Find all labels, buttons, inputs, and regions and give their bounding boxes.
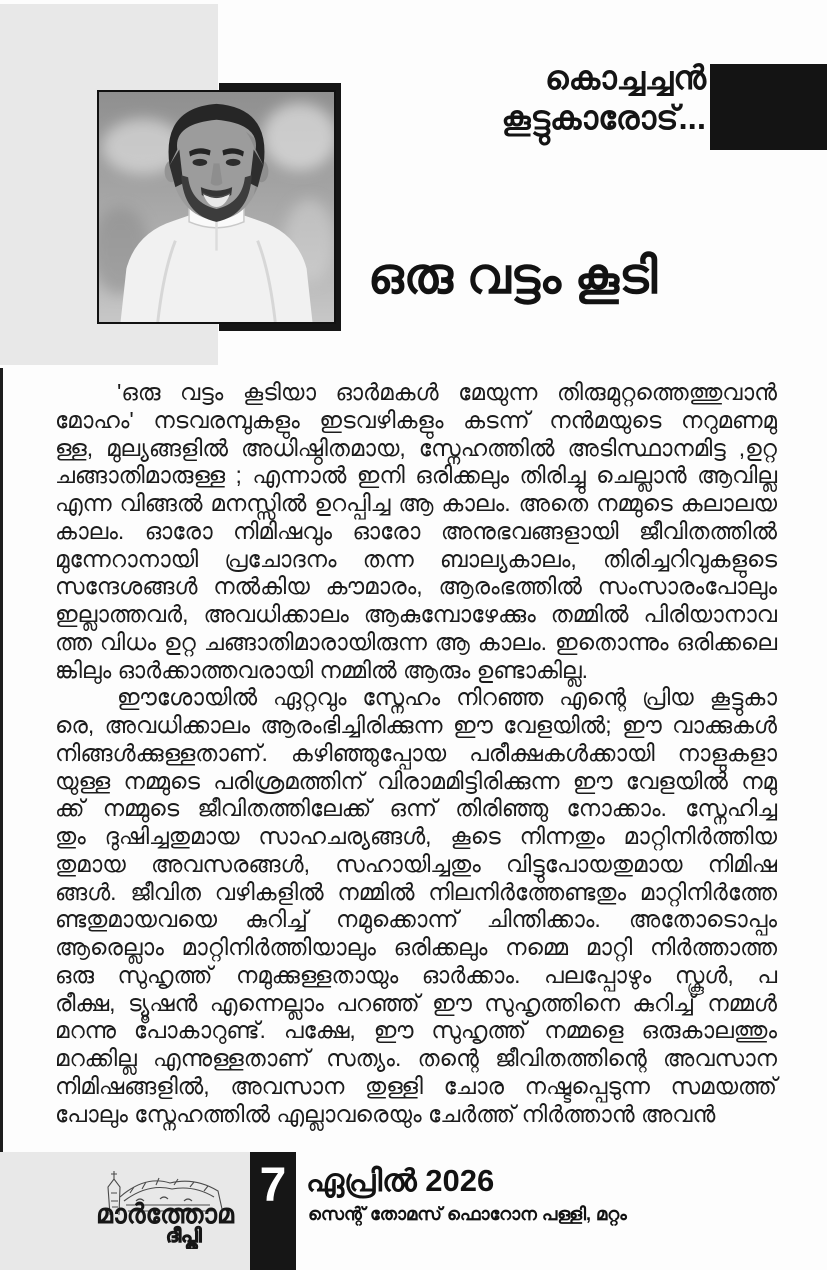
logo-sub-text: ദീപ്തി <box>166 1226 202 1247</box>
kicker-line-1: കൊച്ചച്ചൻ <box>545 59 706 96</box>
body-text-line: ആരെല്ലാം മാറ്റിനിർത്തിയാലും ഒരിക്കലും നമ്മെ മാറ്റി നിർത്താത്ത <box>55 934 777 960</box>
body-text-line: യുള്ള നമ്മുടെ പരിശ്രമത്തിന് വിരാമമിട്ടിരിക്കുന്ന ഈ വേളയിൽ നമു <box>55 767 777 794</box>
body-text-line: തുമായ അവസരങ്ങൾ, സഹായിച്ചതും വിട്ടുപോയതുമായ നിമിഷ <box>55 850 777 877</box>
decorative-black-box <box>710 64 827 150</box>
body-text-line: സന്ദേശങ്ങൾ നൽകിയ കൗമാരം, ആരംഭത്തിൽ സംസാരംപോലും <box>55 573 777 600</box>
body-text-line: മറന്നു പോകാറുണ്ട്. പക്ഷേ, ഈ സുഹൃത്ത് നമ്മളെ ഒരുകാലത്തും <box>55 1017 777 1044</box>
kicker-heading <box>501 58 706 138</box>
body-text-line: മോഹം' നടവരമ്പുകളും ഇടവഴികളും കടന്ന് നൻമയുടെ നറുമണമു <box>55 406 777 433</box>
body-text-line: ഇല്ലാത്തവർ, അവധിക്കാലം ആകുമ്പോഴേക്കും തമ്മിൽ പിരിയാനാവ <box>55 601 777 627</box>
body-text-line: നിങ്ങൾക്കുള്ളതാണ്. കഴിഞ്ഞുപ്പോയ പരീക്ഷകൾക്കായി നാളുകളാ <box>55 739 777 766</box>
body-text-line: പോലും സ്നേഹത്തിൽ എല്ലാവരെയും ചേർത്ത് നിർത്താൻ അവൻ <box>55 1100 716 1127</box>
logo-main-text: മാർത്തോമ <box>96 1199 234 1229</box>
body-text-line: ങ്കിലും ഓർക്കാത്തവരായി നമ്മിൽ ആരും ഉണ്ടാകില്ല. <box>55 656 589 683</box>
body-text-line: ത്ത വിധം ഉറ്റ ചങ്ങാതിമാരായിരുന്ന ആ കാലം. ഇതൊന്നും ഒരിക്കലെ <box>55 628 777 655</box>
body-text-line: ഒരു സുഹൃത്ത് നമുക്കുള്ളതായും ഓർക്കാം. പലപ്പോഴും സ്കൂൾ, പ <box>55 961 777 988</box>
body-text-line: രെ, അവധിക്കാലം ആരംഭിച്ചിരിക്കുന്ന ഈ വേളയിൽ; ഈ വാക്കുകൾ <box>55 712 777 738</box>
body-text-line: നിമിഷങ്ങളിൽ, അവസാന തുള്ളി ചോര നഷ്ടപ്പെടുന്ന സമയത്ത് <box>55 1072 777 1099</box>
article-title: ഒരു വട്ടം കൂടി <box>368 248 658 304</box>
body-text-line: 'ഒരു വട്ടം കൂടിയാ ഓർമകൾ മേയുന്ന തിരുമുറ്റത്തെത്തുവാൻ <box>117 379 777 405</box>
body-text-line: രീക്ഷ, ട്യൂഷൻ എന്നെല്ലാം പറഞ്ഞ് ഈ സുഹൃത്തിനെ കുറിച്ച് നമ്മൾ <box>55 989 777 1016</box>
paragraph <box>55 379 777 684</box>
priest-portrait-photo <box>97 90 336 324</box>
body-text-line: ങ്ങൾ. ജീവിത വഴികളിൽ നമ്മിൽ നിലനിർത്തേണ്ടതും മാറ്റിനിർത്തേ <box>55 878 777 905</box>
page-number: 7 <box>259 1159 287 1212</box>
body-text-line: ള്ള, മുല്യങ്ങളിൽ അധിഷ്ഠിതമായ, സ്നേഹത്തിൽ അടിസ്ഥാനമിട്ട ,ഉറ്റ <box>55 434 777 461</box>
left-edge-rule <box>0 368 3 1160</box>
church-sketch-icon <box>90 1157 240 1249</box>
body-text-line: തും ദുഷിച്ചതുമായ സാഹചര്യങ്ങൾ, കൂടെ നിന്നതും മാറ്റിനിർത്തിയ <box>55 823 777 849</box>
issue-date: ഏപ്രിൽ 2026 <box>306 1163 495 1198</box>
body-text-line: കാലം. ഓരോ നിമിഷവും ഓരോ അനുഭവങ്ങളായി ജീവിതത്തിൽ <box>55 517 777 544</box>
kicker-line-2: കൂട്ടുകാരോട്... <box>501 99 706 136</box>
article-body <box>55 379 777 1128</box>
body-text-line: മറക്കില്ല എന്നുള്ളതാണ് സത്യം. തന്റെ ജീവിതത്തിന്റെ അവസാന <box>55 1045 777 1071</box>
body-text-line: ക്ക് നമ്മുടെ ജീവിതത്തിലേക്ക് ഒന്ന് തിരിഞ്ഞു നോക്കാം. സ്നേഹിച്ച <box>55 795 777 822</box>
body-text-line: ഈശോയിൽ ഏറ്റവും സ്നേഹം നിറഞ്ഞ എന്റെ പ്രിയ കൂട്ടുകാ <box>117 684 777 711</box>
body-text-line: ണ്ടതുമായവയെ കുറിച്ച് നമുക്കൊന്ന് ചിന്തിക്കാം. അതോടൊപ്പം <box>55 906 777 933</box>
church-name: സെന്റ് തോമസ് ഫൊറോന പള്ളി, മറ്റം <box>308 1204 627 1224</box>
body-text-line: എന്ന വിങ്ങൽ മനസ്സിൽ ഉറപ്പിച്ച ആ കാലം. അതെ നമ്മുടെ കലാലയ <box>55 490 777 516</box>
paragraph <box>55 684 777 1128</box>
marthoma-deepthi-logo <box>90 1157 240 1249</box>
body-text-line: മുന്നേറാനായി പ്രചോദനം തന്ന ബാല്യകാലം, തിരിച്ചറിവുകളുടെ <box>55 545 777 572</box>
portrait-illustration <box>99 92 334 322</box>
body-text-line: ചങ്ങാതിമാരുള്ള ; എന്നാൽ ഇനി ഒരിക്കലും തിരിച്ചു ചെല്ലാൻ ആവില്ല <box>55 462 777 489</box>
